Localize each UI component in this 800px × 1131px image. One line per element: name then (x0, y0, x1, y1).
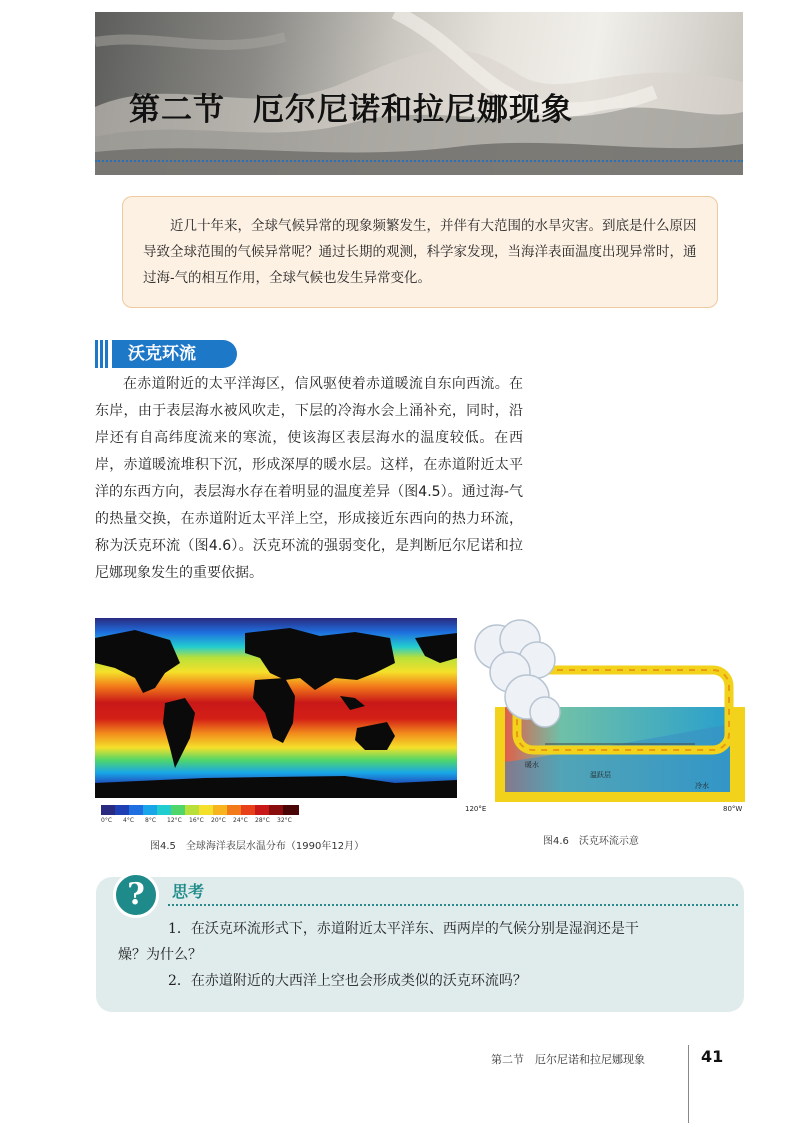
section-title: 厄尔尼诺和拉尼娜现象 (253, 92, 573, 128)
question-1-line-2: 燥？为什么？ (118, 947, 202, 963)
banner-dotted-rule (95, 160, 743, 162)
figure-caption-4-5: 图4.5 全球海洋表层水温分布（1990年12月） (150, 841, 365, 852)
question-2: 2．在赤道附近的大西洋上空也会形成类似的沃克环流吗？ (168, 973, 527, 989)
section-number: 第二节 (129, 92, 225, 128)
intro-box: 近几十年来，全球气候异常的现象频繁发生，并伴有大范围的水旱灾害。到底是什么原因导致全球范围的气候异常呢？通过长期的观测，科学家发现，当海洋表面温度出现异常时，通过海-气的相互作用，全球气候也发生异常变化。 (122, 196, 718, 308)
label-warm-water: 暖水 (525, 761, 539, 769)
header-banner (95, 12, 743, 175)
legend-swatch (283, 805, 299, 815)
footer-section-title: 第二节 厄尔尼诺和拉尼娜现象 (491, 1053, 645, 1066)
body-paragraph: 在赤道附近的太平洋海区，信风驱使着赤道暖流自东向西流。在东岸，由于表层海水被风吹走，下层的冷海水会上涌补充，同时，沿岸还有自高纬度流来的寒流，使该海区表层海水的温度较低。在西岸，赤道暖流堆积下沉，形成深厚的暖水层。这样，在赤道附近太平洋的东西方向，表层海水存在着明显的温度差异（图4.5）。通过海-气的热量交换，在赤道附近太平洋上空，形成接近东西向的热力环流，称为沃克环流（图4.6）。沃克环流的强弱变化，是判断厄尔尼诺和拉尼娜现象发生的重要依据。 (95, 376, 523, 581)
section-heading (95, 340, 245, 368)
sea-temperature-map-image (95, 618, 457, 798)
page-title (129, 84, 573, 129)
legend-label: 20°C (211, 817, 226, 824)
legend-label: 16°C (189, 817, 204, 824)
legend-label: 24°C (233, 817, 248, 824)
walker-diagram-image (465, 612, 755, 817)
think-title: 思考 (172, 882, 205, 901)
think-dotted-rule (168, 904, 738, 906)
sea-temperature-map (95, 618, 457, 798)
footer-rule (688, 1045, 689, 1123)
label-cold-water: 冷水 (695, 782, 709, 790)
legend-label: 12°C (167, 817, 182, 824)
legend-label: 4°C (123, 817, 135, 824)
label-thermocline: 温跃层 (590, 771, 611, 779)
question-1-line-1: 1．在沃克环流形式下，赤道附近太平洋东、西两岸的气候分别是湿润还是干 (168, 921, 639, 937)
think-box (96, 877, 744, 1012)
section-heading-label: 沃克环流 (112, 340, 237, 368)
legend-label: 28°C (255, 817, 270, 824)
question-icon: ? (113, 872, 159, 918)
label-80w: 80°W (723, 805, 743, 813)
heading-bars-icon (95, 340, 109, 368)
legend-label: 8°C (145, 817, 157, 824)
walker-circulation-diagram (465, 612, 755, 817)
legend-label: 32°C (277, 817, 292, 824)
page-number: 41 (701, 1047, 724, 1066)
legend-label: 0°C (101, 817, 113, 824)
figure-caption-4-6: 图4.6 沃克环流示意 (543, 836, 639, 847)
label-120e: 120°E (465, 805, 487, 813)
